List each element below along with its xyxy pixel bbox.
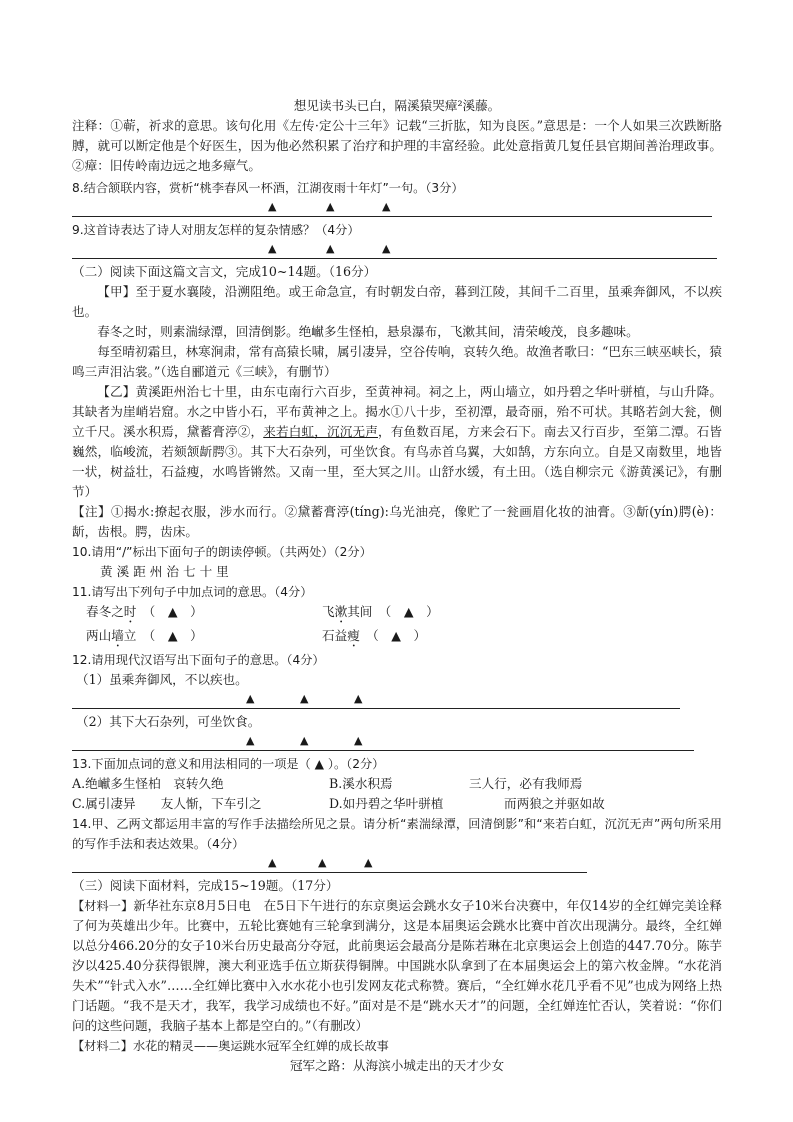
question-11-row-1 <box>72 602 722 626</box>
material-2-subtitle: 冠军之路：从海滨小城走出的天才少女 <box>289 1058 505 1073</box>
answer-line-14[interactable] <box>72 854 722 876</box>
triangle-mark: ▲ <box>391 628 401 643</box>
material-2-title: 水花的精灵——奥运跳水冠军全红婵的成长故事 <box>132 1039 389 1053</box>
answer-rule <box>72 872 587 873</box>
q13-option-d: D.如丹碧之华叶骈植 <box>329 796 444 811</box>
triangle-mark: ▲ <box>268 856 277 869</box>
material-1 <box>72 896 722 1036</box>
triangle-mark: ▲ <box>318 856 327 869</box>
question-10: 10.请用“/”标出下面句子的朗读停顿。（共两处）（2分） <box>72 545 372 559</box>
q11-item: 石益瘦 （ ▲ ） <box>322 628 427 643</box>
q11-dotted-word: 墙 <box>111 628 124 643</box>
material-2-label: 【材料二】 <box>72 1039 133 1053</box>
poem-note: 注释：①蕲，祈求的意思。该句化用《左传·定公十三年》记载“三折肱，知为良医。”意思是：一个人如果三次跌断胳膊，就可以断定他是个好医生，因为他必然积累了治疗和护理的丰富经验。此处意指黄几复任县官期间善治理政事。②瘴：旧传岭南边远之地多瘴气。 <box>72 118 722 173</box>
answer-rule <box>72 708 680 709</box>
question-9: 9.这首诗表达了诗人对朋友怎样的复杂情感？（4分） <box>72 223 360 237</box>
answer-rule <box>72 258 717 259</box>
section-3-title: （三）阅读下面材料，完成15~19题。（17分） <box>72 878 339 893</box>
triangle-mark: ▲ <box>246 692 255 705</box>
q11-item-text: 飞 <box>322 604 335 619</box>
triangle-mark: ▲ <box>382 200 391 213</box>
q11-item: 飞漱其间 （ ▲ ） <box>322 604 439 619</box>
triangle-mark: ▲ <box>300 692 309 705</box>
q13-option-b-right: 三人行，必有我师焉 <box>469 776 583 791</box>
passage-jia-p3: 每至晴初霜旦，林寒涧肃，常有高猿长啸，属引凄异，空谷传响，哀转久绝。故渔者歌曰：“巴东三峡巫峡长，猿鸣三声泪沾裳。”（选自郦道元《三峡》，有删节） <box>72 344 722 379</box>
passage-jia-p1: 【甲】至于夏水襄陵，沿溯阻绝。或王命急宣，有时朝发白帝，暮到江陵，其间千二百里，虽乘奔御风，不以疾也。 <box>72 284 722 319</box>
answer-line-9[interactable] <box>72 240 722 262</box>
question-8: 8.结合颔联内容，赏析“桃李春风一杯酒，江湖夜雨十年灯”一句。（3分） <box>72 181 464 195</box>
answer-rule <box>72 216 712 217</box>
exam-page <box>72 96 722 1076</box>
question-11-row-2 <box>72 626 722 650</box>
q11-item-text: 石益 <box>322 628 348 643</box>
triangle-mark: ▲ <box>167 604 178 619</box>
q13-option-a: A.绝𪩘多生怪柏 哀转久绝 <box>72 776 224 791</box>
q11-item-text: 春冬之 <box>86 604 124 619</box>
q11-dotted-word: 瘦 <box>347 628 360 643</box>
triangle-mark: ▲ <box>382 242 391 255</box>
triangle-mark: ▲ <box>354 692 363 705</box>
q11-item-text: 立 <box>123 628 137 643</box>
question-13-row-2 <box>72 794 722 814</box>
answer-line-8[interactable] <box>72 198 722 220</box>
q11-dotted-word: 漱 <box>334 604 348 619</box>
question-12-1: （1）虽乘奔御风，不以疾也。 <box>76 672 248 687</box>
question-12-2: （2）其下大石杂列，可坐饮食。 <box>76 714 261 729</box>
question-11: 11.请写出下列句子中加点词的意思。（4分） <box>72 585 313 599</box>
q13-option-d-right: 而两狼之并驱如故 <box>504 796 605 811</box>
q11-item: 两山墙立 （ ▲ ） <box>86 628 203 643</box>
material-1-text: 新华社东京8月5日电 在5日下午进行的东京奥运会跳水女子10米台决赛中，年仅14岁的全红婵完美诠释了何为英雄出少年。比赛中，五轮比赛她有三轮拿到满分，这是本届奥运会跳水比赛中首次出现满分。最终，全红婵以总分466.20分的女子10米台历史最高分夺冠，此前奥运会最高分是陈若琳在北京奥运会上创造的447.70分。陈芋汐以425.40分获得银牌，澳大利亚选手伍立斯获得铜牌。中国跳水队拿到了在本届奥运会上的第六枚金牌。“水花消失术”“针式入水”……全红婵比赛中入水水花小也引发网友花式称赞。赛后，“全红婵水花几乎看不见”也成为网络上热门话题。“我不是天才，我军，我学习成绩也不好。”面对是不是“跳水天才”的问题，全红婵连忙否认，笑着说：“你们问的这些问题，我脑子基本上都是空白的。”（有删改） <box>72 898 723 1033</box>
passage-yi-a: 【乙】黄溪距州治七十里，由东屯南行六百步，至黄神祠。祠之上，两山墙立，如丹碧之华叶骈植，与山升降。其缺者为崖峭岩窟。水之中皆小石，平布黄神之上。揭水①八十步，至初潭，最奇丽，殆不可状。其略若剑大瓮，侧立千尺。溪水积焉，黛蓄膏渟②， <box>72 384 722 439</box>
triangle-mark: ▲ <box>326 242 335 255</box>
triangle-mark: ▲ <box>246 734 255 747</box>
question-13-row-1 <box>72 774 722 794</box>
passage-yi-underlined: 来若白虹，沉沉无声 <box>263 424 378 439</box>
question-10-sentence: 黄 溪 距 州 治 七 十 里 <box>100 564 229 579</box>
passage-yi-note: 【注】①揭水:撩起衣服，涉水而行。②黛蓄膏渟(tíng):乌光油亮，像贮了一瓮画眉化妆的油膏。③龂(yín)腭(è)：龂，齿根。腭，齿床。 <box>72 504 722 539</box>
q13-option-c: C.属引凄异 友人惭，下车引之 <box>72 796 262 811</box>
passage-yi-b: ，有鱼数百尾，方来会石下。南去又行百步，至第二潭。石皆巍然，临峻流，若颏颔龂腭③。其下大石杂列，可坐饮食。有鸟赤首乌翼，大如鹄，方东向立。自是又南数里，地皆一状，树益壮，石益瘦，水鸣皆锵然。又南一里，至大冥之川。山舒水缓，有土田。（选自柳宗元《游黄溪记》，有删节） <box>72 424 723 499</box>
passage-yi <box>72 382 722 502</box>
passage-jia-p2: 春冬之时，则素湍绿潭，回清倒影。绝𪩘多生怪柏，悬泉瀑布，飞漱其间，清荣峻茂，良多趣味。 <box>97 324 639 339</box>
material-1-label: 【材料一】 <box>72 899 134 913</box>
answer-line-12-2[interactable] <box>72 732 722 754</box>
triangle-mark: ▲ <box>403 604 414 619</box>
triangle-mark: ▲ <box>354 734 363 747</box>
question-12: 12.请用现代汉语写出下面句子的意思。（4分） <box>72 653 325 667</box>
triangle-mark: ▲ <box>364 856 373 869</box>
q11-item: 春冬之时 （ ▲ ） <box>86 604 203 619</box>
question-13: 13.下面加点词的意义和用法相同的一项是（ ▲ ）。（2分） <box>72 757 385 771</box>
q11-item-text: 其间 <box>347 604 373 619</box>
triangle-mark: ▲ <box>268 242 277 255</box>
question-14: 14.甲、乙两文都运用丰富的写作手法描绘所见之景。请分析“素湍绿潭，回清倒影”和“来若白虹，沉沉无声”两句所采用的写作手法和表达效果。（4分） <box>72 817 722 851</box>
q13-option-b: B.溪水积焉 <box>329 776 393 791</box>
answer-line-12-1[interactable] <box>72 690 722 712</box>
poem-last-line: 想见读书头已白，隔溪猿哭瘴²溪藤。 <box>293 98 501 113</box>
q11-item-text: 两山 <box>86 628 112 643</box>
material-2-heading <box>72 1036 722 1056</box>
triangle-mark: ▲ <box>326 200 335 213</box>
triangle-mark: ▲ <box>268 200 277 213</box>
q11-dotted-word: 时 <box>123 604 137 619</box>
section-2-title: （二）阅读下面这篇文言文，完成10~14题。（16分） <box>72 264 377 279</box>
triangle-mark: ▲ <box>167 628 178 643</box>
answer-rule <box>72 750 694 751</box>
triangle-mark: ▲ <box>300 734 309 747</box>
